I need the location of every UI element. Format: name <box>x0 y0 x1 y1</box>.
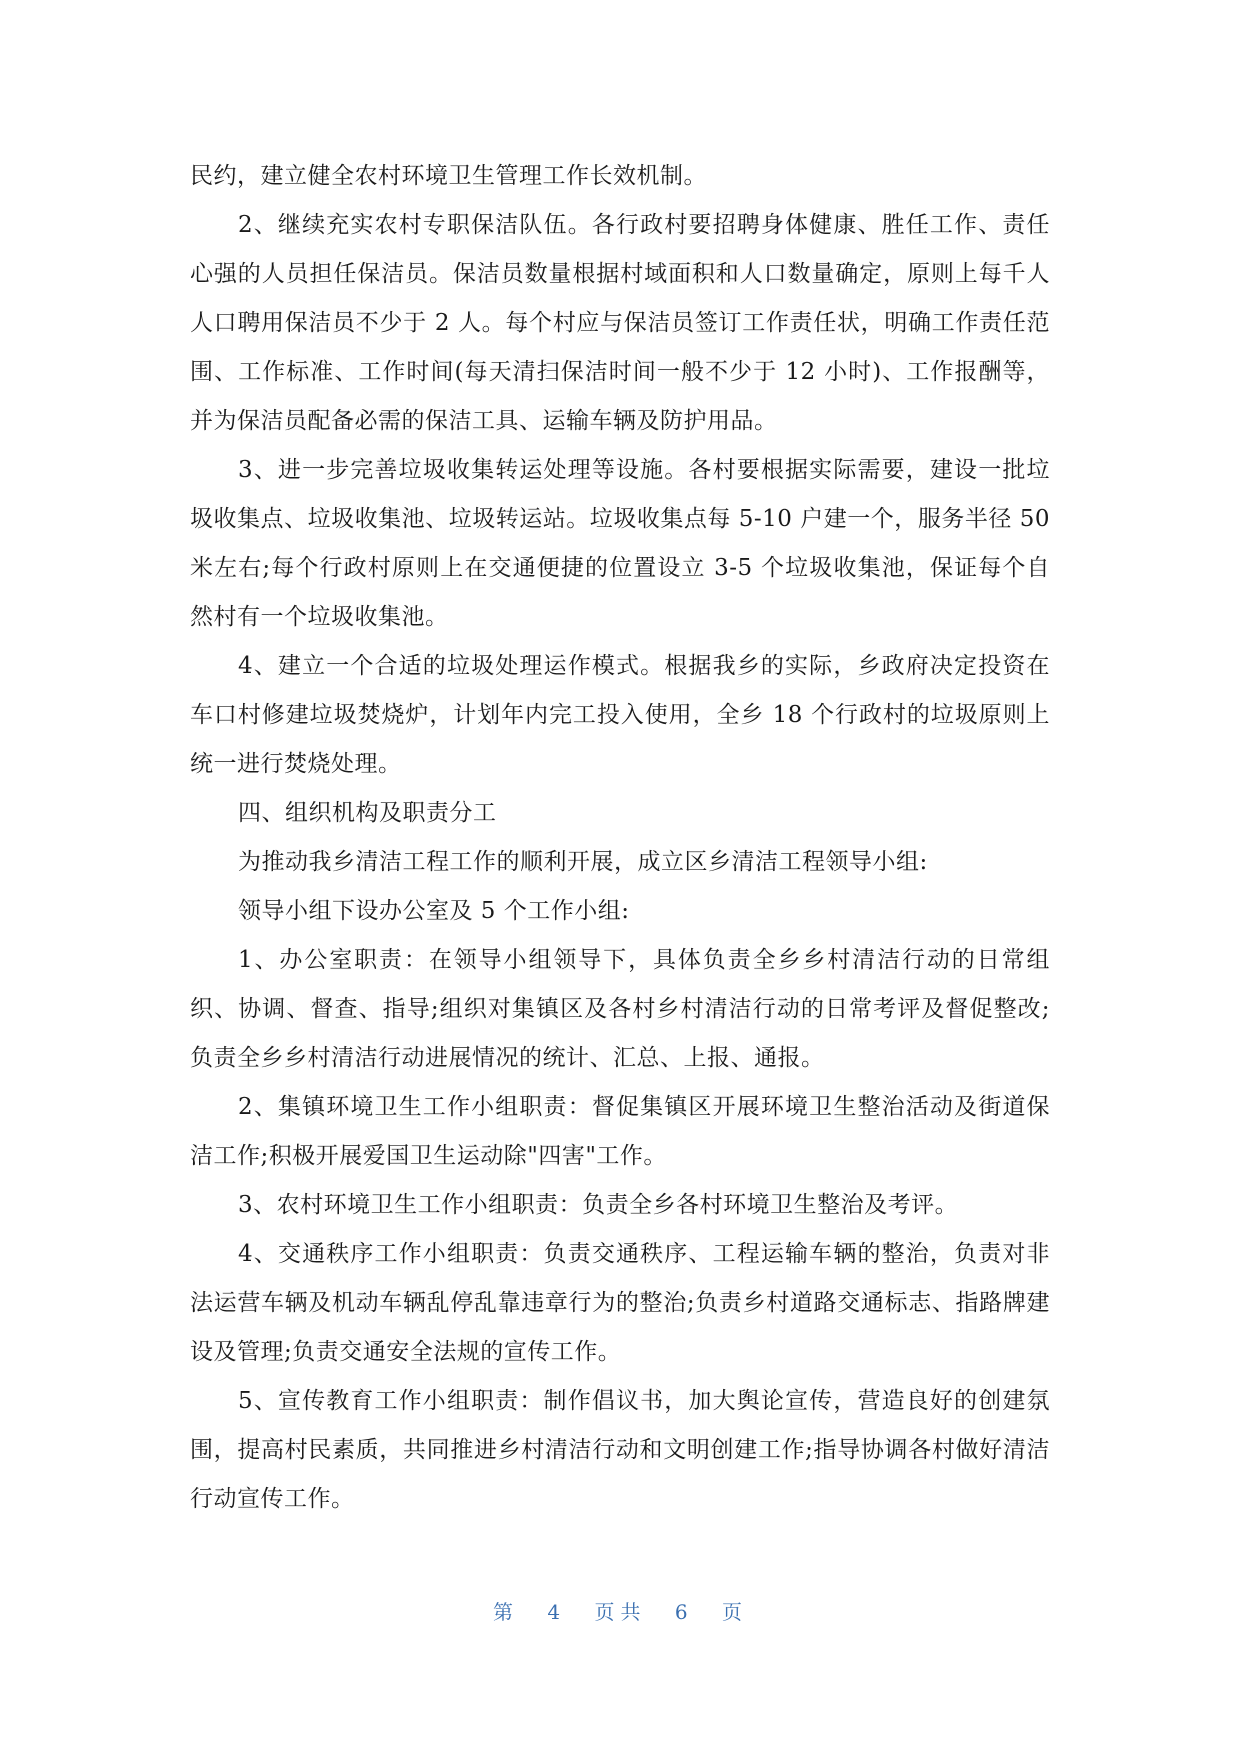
paragraph-3: 4、建立一个合适的垃圾处理运作模式。根据我乡的实际，乡政府决定投资在车口村修建垃圾焚烧炉，计划年内完工投入使用，全乡 18 个行政村的垃圾原则上统一进行焚烧处理。 <box>190 653 1050 777</box>
paragraph-7: 1、办公室职责：在领导小组领导下，具体负责全乡乡村清洁行动的日常组织、协调、督查、指导;组织对集镇区及各村乡村清洁行动的日常考评及督促整改;负责全乡乡村清洁行动进展情况的统计、汇总、上报、通报。 <box>190 947 1050 1071</box>
paragraph-2: 3、进一步完善垃圾收集转运处理等设施。各村要根据实际需要，建设一批垃圾收集点、垃圾收集池、垃圾转运站。垃圾收集点每 5-10 户建一个，服务半径 50 米左右;每个行政村原则上在交通便捷的位置设立 3-5 个垃圾收集池，保证每个自然村有一个垃圾收集池。 <box>190 457 1050 630</box>
footer-prefix: 第 <box>493 1600 520 1624</box>
paragraph-11: 5、宣传教育工作小组职责：制作倡议书，加大舆论宣传，营造良好的创建氛围，提高村民素质，共同推进乡村清洁行动和文明创建工作;指导协调各村做好清洁行动宣传工作。 <box>190 1388 1050 1512</box>
paragraph-5: 为推动我乡清洁工程工作的顺利开展，成立区乡清洁工程领导小组: <box>238 849 928 875</box>
section-heading: 四、组织机构及职责分工 <box>238 800 497 826</box>
footer-middle: 页共 <box>594 1600 647 1624</box>
paragraph-9: 3、农村环境卫生工作小组职责：负责全乡各村环境卫生整治及考评。 <box>238 1192 959 1218</box>
paragraph-0: 民约，建立健全农村环境卫生管理工作长效机制。 <box>190 163 707 189</box>
paragraph-1: 2、继续充实农村专职保洁队伍。各行政村要招聘身体健康、胜任工作、责任心强的人员担任保洁员。保洁员数量根据村域面积和人口数量确定，原则上每千人人口聘用保洁员不少于 2 人。每个村应与保洁员签订工作责任状，明确工作责任范围、工作标准、工作时间(每天清扫保洁时间一般不少于 12 小时)、工作报酬等，并为保洁员配备必需的保洁工具、运输车辆及防护用品。 <box>190 212 1050 434</box>
footer-current-page: 4 <box>547 1600 567 1624</box>
paragraph-6: 领导小组下设办公室及 5 个工作小组: <box>238 898 630 924</box>
paragraph-10: 4、交通秩序工作小组职责：负责交通秩序、工程运输车辆的整治，负责对非法运营车辆及机动车辆乱停乱靠违章行为的整治;负责乡村道路交通标志、指路牌建设及管理;负责交通安全法规的宣传工作。 <box>190 1241 1050 1365</box>
footer-total-pages: 6 <box>674 1600 694 1624</box>
page-number-footer <box>0 1596 1241 1625</box>
paragraph-8: 2、集镇环境卫生工作小组职责：督促集镇区开展环境卫生整治活动及街道保洁工作;积极开展爱国卫生运动除"四害"工作。 <box>190 1094 1050 1169</box>
document-body <box>190 152 1050 1524</box>
footer-suffix: 页 <box>721 1600 748 1624</box>
